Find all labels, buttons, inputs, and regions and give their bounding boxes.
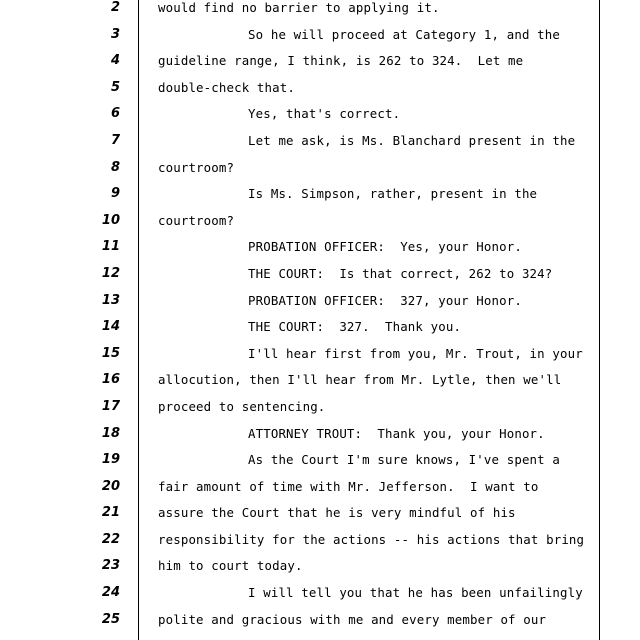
line-number: 4	[110, 53, 120, 69]
transcript-line	[0, 261, 640, 288]
transcript-line	[0, 208, 640, 235]
transcript-line	[0, 101, 640, 128]
transcript-line	[0, 421, 640, 448]
transcript-line	[0, 181, 640, 208]
line-text: assure the Court that he is very mindful of his	[158, 505, 516, 521]
line-number: 17	[101, 398, 120, 414]
transcript-line	[0, 394, 640, 421]
line-text: Yes, that's correct.	[248, 106, 401, 122]
line-number: 5	[110, 79, 120, 95]
line-text: As the Court I'm sure knows, I've spent a	[248, 452, 561, 468]
line-number: 12	[101, 265, 120, 281]
line-number: 2	[110, 0, 120, 15]
transcript-line	[0, 288, 640, 315]
transcript-line	[0, 553, 640, 580]
line-number: 20	[101, 478, 120, 494]
line-number: 3	[110, 26, 120, 42]
transcript-line	[0, 341, 640, 368]
line-text: guideline range, I think, is 262 to 324. Let me	[158, 53, 524, 69]
line-number: 7	[110, 132, 120, 148]
line-text: courtroom?	[158, 159, 235, 175]
transcript-line	[0, 527, 640, 554]
transcript-line	[0, 0, 640, 22]
line-number: 21	[101, 505, 120, 521]
line-number: 15	[101, 345, 120, 361]
transcript-line	[0, 580, 640, 607]
transcript-line	[0, 155, 640, 182]
line-text: THE COURT: 327. Thank you.	[248, 319, 462, 335]
line-number: 25	[101, 611, 120, 627]
line-text: Is Ms. Simpson, rather, present in the	[248, 186, 538, 202]
transcript-line	[0, 447, 640, 474]
line-number: 23	[101, 558, 120, 574]
line-text: courtroom?	[158, 212, 235, 228]
line-text: THE COURT: Is that correct, 262 to 324?	[248, 265, 553, 281]
transcript-line	[0, 367, 640, 394]
transcript-line	[0, 474, 640, 501]
line-text: fair amount of time with Mr. Jefferson. I want to	[158, 478, 539, 494]
line-number: 19	[101, 452, 120, 468]
line-text: So he will proceed at Category 1, and the	[248, 26, 561, 42]
line-text: would find no barrier to applying it.	[158, 0, 440, 15]
transcript-line	[0, 22, 640, 49]
line-text: PROBATION OFFICER: Yes, your Honor.	[248, 239, 522, 255]
line-number: 13	[101, 292, 120, 308]
line-number: 9	[110, 186, 120, 202]
line-number: 6	[110, 106, 120, 122]
line-number: 14	[101, 319, 120, 335]
line-text: proceed to sentencing.	[158, 398, 326, 414]
line-text: PROBATION OFFICER: 327, your Honor.	[248, 292, 522, 308]
transcript-line	[0, 234, 640, 261]
line-number: 10	[101, 212, 120, 228]
line-text: Let me ask, is Ms. Blanchard present in the	[248, 132, 576, 148]
transcript-line	[0, 314, 640, 341]
line-number: 8	[110, 159, 120, 175]
line-text: allocution, then I'll hear from Mr. Lytle, then we'll	[158, 372, 562, 388]
line-text: him to court today.	[158, 558, 303, 574]
transcript-line	[0, 607, 640, 634]
transcript-line	[0, 500, 640, 527]
transcript-line	[0, 48, 640, 75]
line-number: 24	[101, 585, 120, 601]
line-number: 16	[101, 372, 120, 388]
line-text: I'll hear first from you, Mr. Trout, in your	[248, 345, 583, 361]
line-text: I will tell you that he has been unfailingly	[248, 585, 583, 601]
line-text: responsibility for the actions -- his actions that bring	[158, 531, 585, 547]
line-number: 18	[101, 425, 120, 441]
line-number: 22	[101, 531, 120, 547]
line-text: ATTORNEY TROUT: Thank you, your Honor.	[248, 425, 545, 441]
line-number: 11	[101, 239, 120, 255]
transcript-line	[0, 75, 640, 102]
transcript-line	[0, 128, 640, 155]
line-text: polite and gracious with me and every member of our	[158, 611, 547, 627]
line-text: double-check that.	[158, 79, 295, 95]
